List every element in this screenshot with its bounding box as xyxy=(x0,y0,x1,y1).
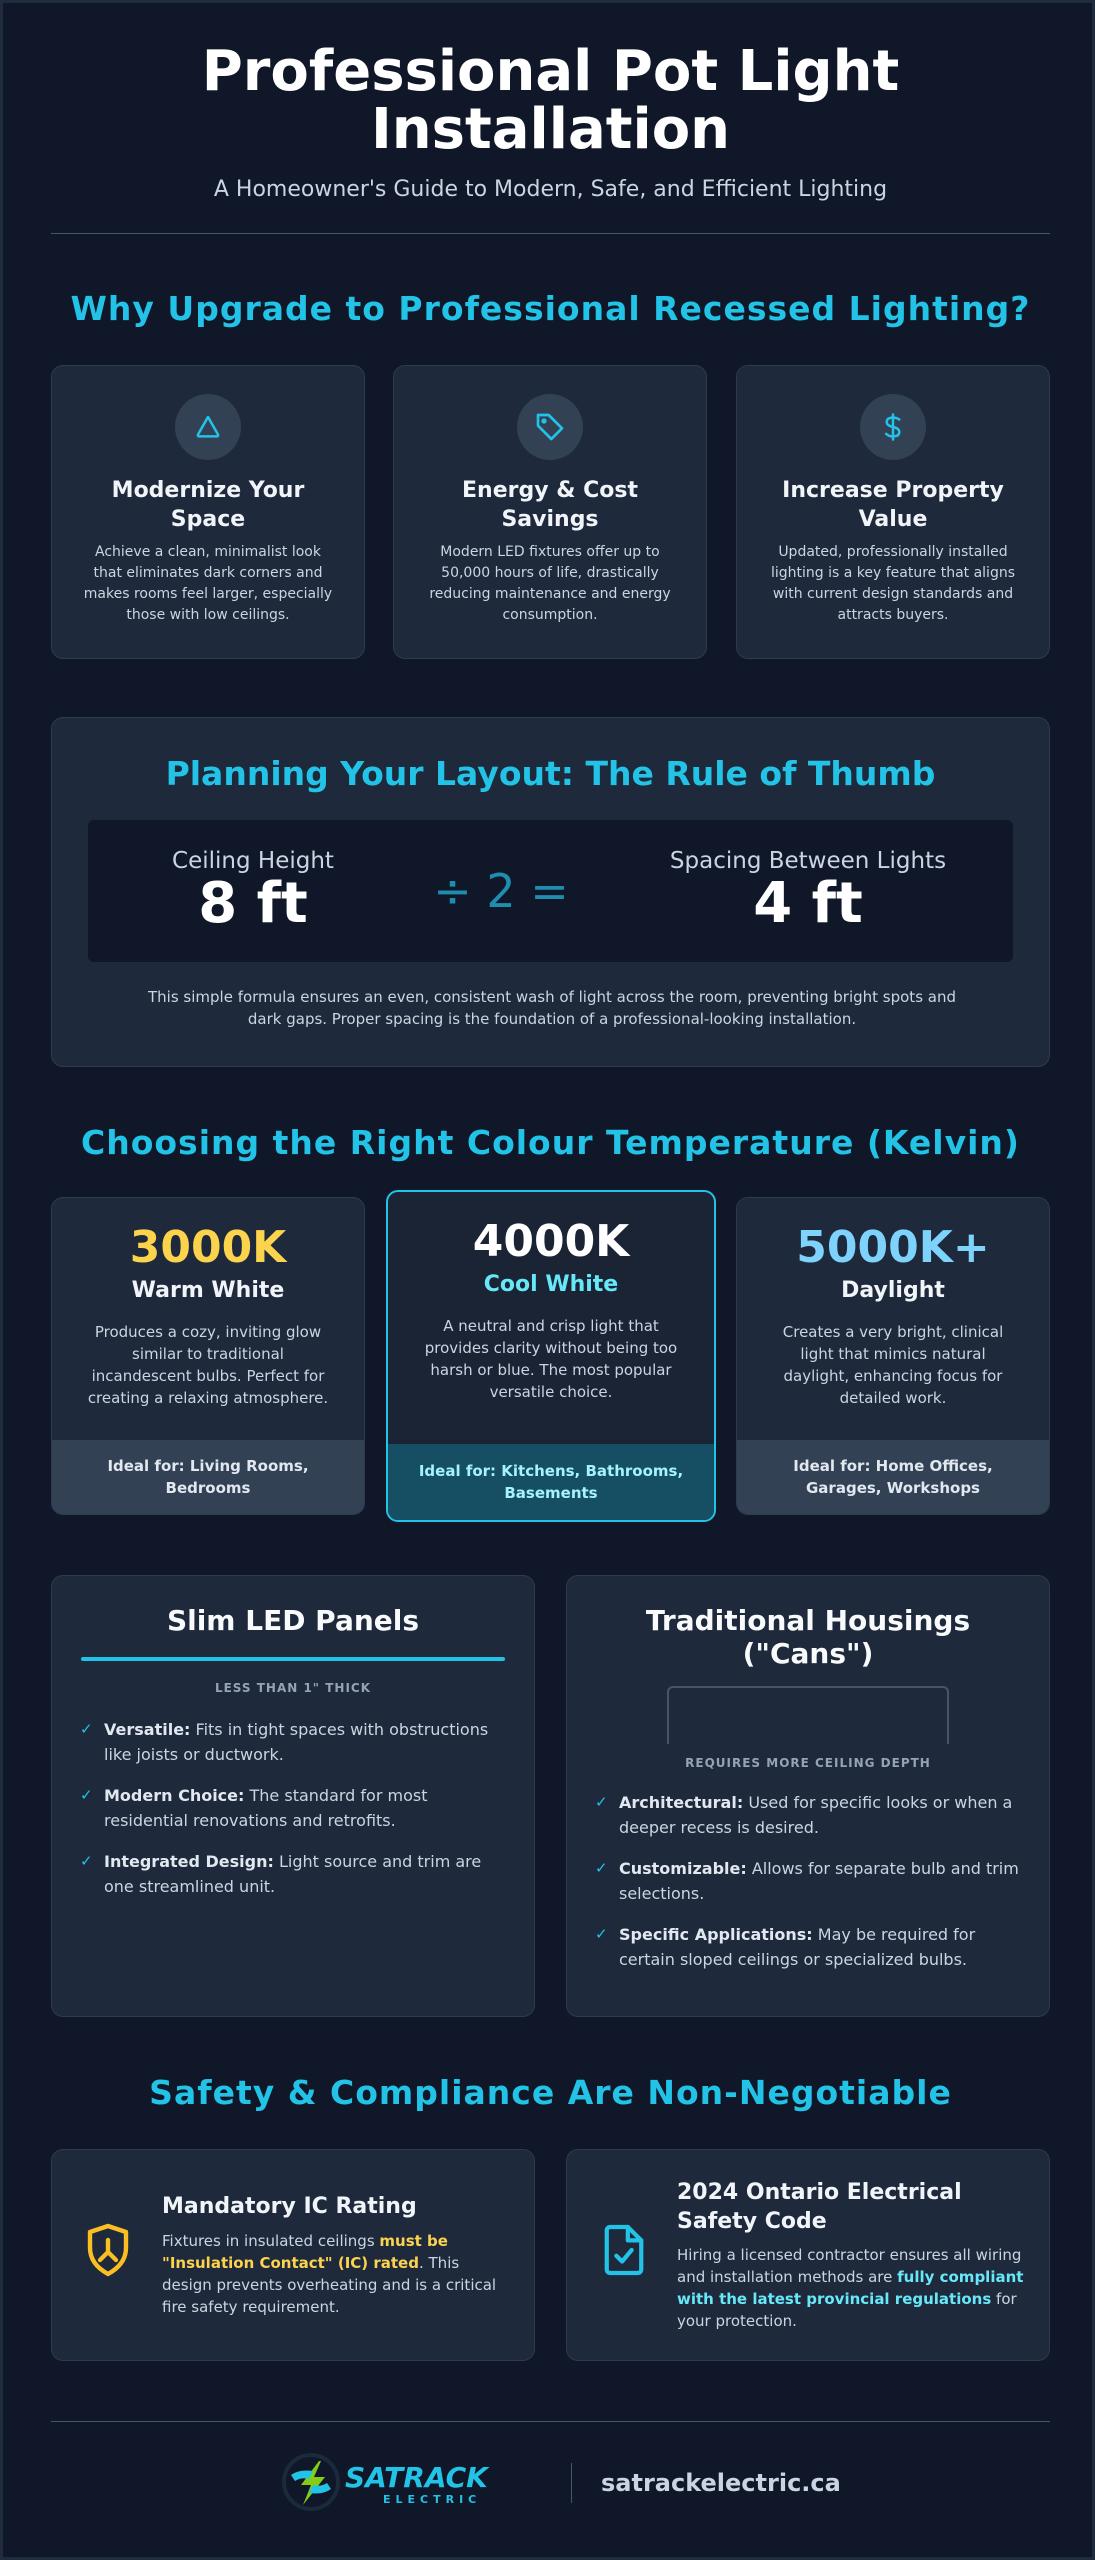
ic-rating-card xyxy=(51,2149,535,2361)
desc-text: . This design prevents overheating and is a critical fire safety requirement. xyxy=(162,2254,497,2316)
svg-text:SATRACK: SATRACK xyxy=(345,2461,488,2494)
feature-text: Light source and trim are one streamlined unit. xyxy=(104,1852,482,1896)
footer-divider xyxy=(51,2421,1050,2422)
desc-highlight: must be "Insulation Contact" (IC) rated xyxy=(162,2232,448,2272)
electrical-code-desc xyxy=(677,2244,1027,2332)
why-card-energy xyxy=(393,365,707,659)
traditional-housings-card xyxy=(566,1575,1050,2017)
page-title-line-2: Installation xyxy=(370,97,731,162)
fixture-feature-list xyxy=(52,1717,534,1899)
can-housing-outline xyxy=(667,1686,949,1744)
dollar-icon xyxy=(860,394,926,460)
company-logo xyxy=(279,2451,539,2513)
desc-text: for your protection. xyxy=(677,2290,1017,2330)
ceiling-height-label: Ceiling Height xyxy=(172,848,334,874)
feature-term: Versatile: xyxy=(104,1720,191,1739)
feature-term: Customizable: xyxy=(619,1859,747,1878)
spacing-block xyxy=(648,848,968,934)
kelvin-desc: Creates a very bright, clinical light that mimics natural daylight, enhancing focus for detailed work. xyxy=(782,1323,1004,1407)
rule-description: This simple formula ensures an even, consistent wash of light across the room, preventing bright spots and dark gaps. Proper spacing is the foundation of a professional-looking installation. xyxy=(148,988,956,1028)
why-card-title: Increase Property Value xyxy=(782,478,1004,532)
feature-text: The standard for most residential renovations and retrofits. xyxy=(104,1786,428,1830)
why-card-value xyxy=(736,365,1050,659)
formula-box xyxy=(88,820,1013,962)
list-item xyxy=(80,1849,504,1899)
feature-text: Fits in tight spaces with obstructions like joists or ductwork. xyxy=(104,1720,489,1764)
page-title-line-1: Professional Pot Light xyxy=(201,39,900,104)
formula-operator: ÷ 2 = xyxy=(433,864,569,918)
kelvin-ideal-for: Ideal for: Living Rooms, Bedrooms xyxy=(52,1440,364,1514)
why-card-title: Modernize Your Space xyxy=(111,478,305,532)
fixture-feature-list xyxy=(567,1790,1049,1972)
feature-text: Allows for separate bulb and trim selections. xyxy=(619,1859,1019,1903)
rule-title: Planning Your Layout: The Rule of Thumb xyxy=(165,754,936,793)
slim-profile-bar xyxy=(81,1657,505,1661)
feature-text: May be required for certain sloped ceilings or specialized bulbs. xyxy=(619,1925,976,1969)
page-header xyxy=(51,39,1050,202)
page-title xyxy=(51,39,1050,162)
kelvin-desc: A neutral and crisp light that provides clarity without being too harsh or blue. The most popular versatile choice. xyxy=(424,1317,678,1401)
kelvin-desc: Produces a cozy, inviting glow similar to traditional incandescent bulbs. Perfect for creating a relaxing atmosphere. xyxy=(87,1323,329,1407)
kelvin-card-warm xyxy=(51,1197,365,1515)
tag-icon xyxy=(517,394,583,460)
file-check-icon xyxy=(601,2222,657,2282)
kelvin-name: Warm White xyxy=(131,1278,285,1303)
ceiling-height-block xyxy=(128,848,378,934)
list-item xyxy=(595,1790,1019,1840)
check-icon: ✓ xyxy=(595,1925,608,1943)
kelvin-card-daylight xyxy=(736,1197,1050,1515)
ic-rating-desc xyxy=(162,2230,512,2318)
check-icon: ✓ xyxy=(80,1852,93,1870)
fixture-caption: REQUIRES MORE CEILING DEPTH xyxy=(685,1756,931,1770)
why-card-modernize xyxy=(51,365,365,659)
electrical-code-card xyxy=(566,2149,1050,2361)
list-item xyxy=(80,1783,504,1833)
desc-text: Fixtures in insulated ceilings xyxy=(162,2232,380,2250)
list-item xyxy=(595,1856,1019,1906)
feature-term: Integrated Design: xyxy=(104,1852,274,1871)
feature-text: Used for specific looks or when a deeper recess is desired. xyxy=(619,1793,1013,1837)
fixture-title: Traditional Housings ("Cans") xyxy=(645,1604,971,1670)
website-link[interactable]: satrackelectric.ca xyxy=(601,2469,841,2497)
spacing-value: 4 ft xyxy=(753,871,863,936)
kelvin-temp: 5000K+ xyxy=(796,1222,990,1273)
electrical-code-title: 2024 Ontario Electrical Safety Code xyxy=(677,2180,962,2234)
list-item xyxy=(80,1717,504,1767)
why-card-desc: Modern LED fixtures offer up to 50,000 hours of life, drastically reducing maintenance and energy consumption. xyxy=(429,544,671,623)
desc-text: Hiring a licensed contractor ensures all wiring and installation methods are xyxy=(677,2246,1022,2286)
footer-separator xyxy=(571,2463,572,2503)
kelvin-section-title: Choosing the Right Colour Temperature (Kelvin) xyxy=(81,1123,1020,1162)
check-icon: ✓ xyxy=(80,1786,93,1804)
kelvin-temp: 3000K xyxy=(129,1222,287,1273)
safety-section-title: Safety & Compliance Are Non-Negotiable xyxy=(149,2073,952,2112)
kelvin-temp: 4000K xyxy=(472,1216,630,1267)
kelvin-name: Cool White xyxy=(483,1272,619,1297)
page-subtitle: A Homeowner's Guide to Modern, Safe, and Efficient Lighting xyxy=(213,177,888,202)
kelvin-card-cool xyxy=(386,1190,716,1522)
check-icon: ✓ xyxy=(595,1859,608,1877)
kelvin-ideal-for: Ideal for: Home Offices, Garages, Workshops xyxy=(737,1440,1049,1514)
header-divider xyxy=(51,233,1050,234)
rule-of-thumb-panel xyxy=(51,717,1050,1067)
fixture-title: Slim LED Panels xyxy=(166,1604,420,1637)
ceiling-height-value: 8 ft xyxy=(198,871,308,936)
check-icon: ✓ xyxy=(595,1793,608,1811)
feature-term: Specific Applications: xyxy=(619,1925,813,1944)
ic-rating-title: Mandatory IC Rating xyxy=(162,2194,417,2219)
svg-text:ELECTRIC: ELECTRIC xyxy=(383,2493,482,2506)
check-icon: ✓ xyxy=(80,1720,93,1738)
kelvin-name: Daylight xyxy=(841,1278,945,1303)
why-section-title: Why Upgrade to Professional Recessed Lighting? xyxy=(70,289,1031,328)
shield-icon xyxy=(84,2222,140,2282)
kelvin-ideal-for: Ideal for: Kitchens, Bathrooms, Basements xyxy=(388,1444,714,1520)
why-card-title: Energy & Cost Savings xyxy=(462,478,638,532)
slim-led-panels-card xyxy=(51,1575,535,2017)
why-card-desc: Achieve a clean, minimalist look that eliminates dark corners and makes rooms feel larger, especially those with low ceilings. xyxy=(83,544,333,623)
list-item xyxy=(595,1922,1019,1972)
why-card-desc: Updated, professionally installed lighting is a key feature that aligns with current design standards and attracts buyers. xyxy=(770,544,1016,623)
triangle-icon xyxy=(175,394,241,460)
feature-term: Modern Choice: xyxy=(104,1786,245,1805)
feature-term: Architectural: xyxy=(619,1793,744,1812)
desc-highlight: fully compliant with the latest provincial regulations xyxy=(677,2268,1024,2308)
fixture-caption: LESS THAN 1" THICK xyxy=(214,1681,372,1695)
spacing-label: Spacing Between Lights xyxy=(669,848,947,874)
